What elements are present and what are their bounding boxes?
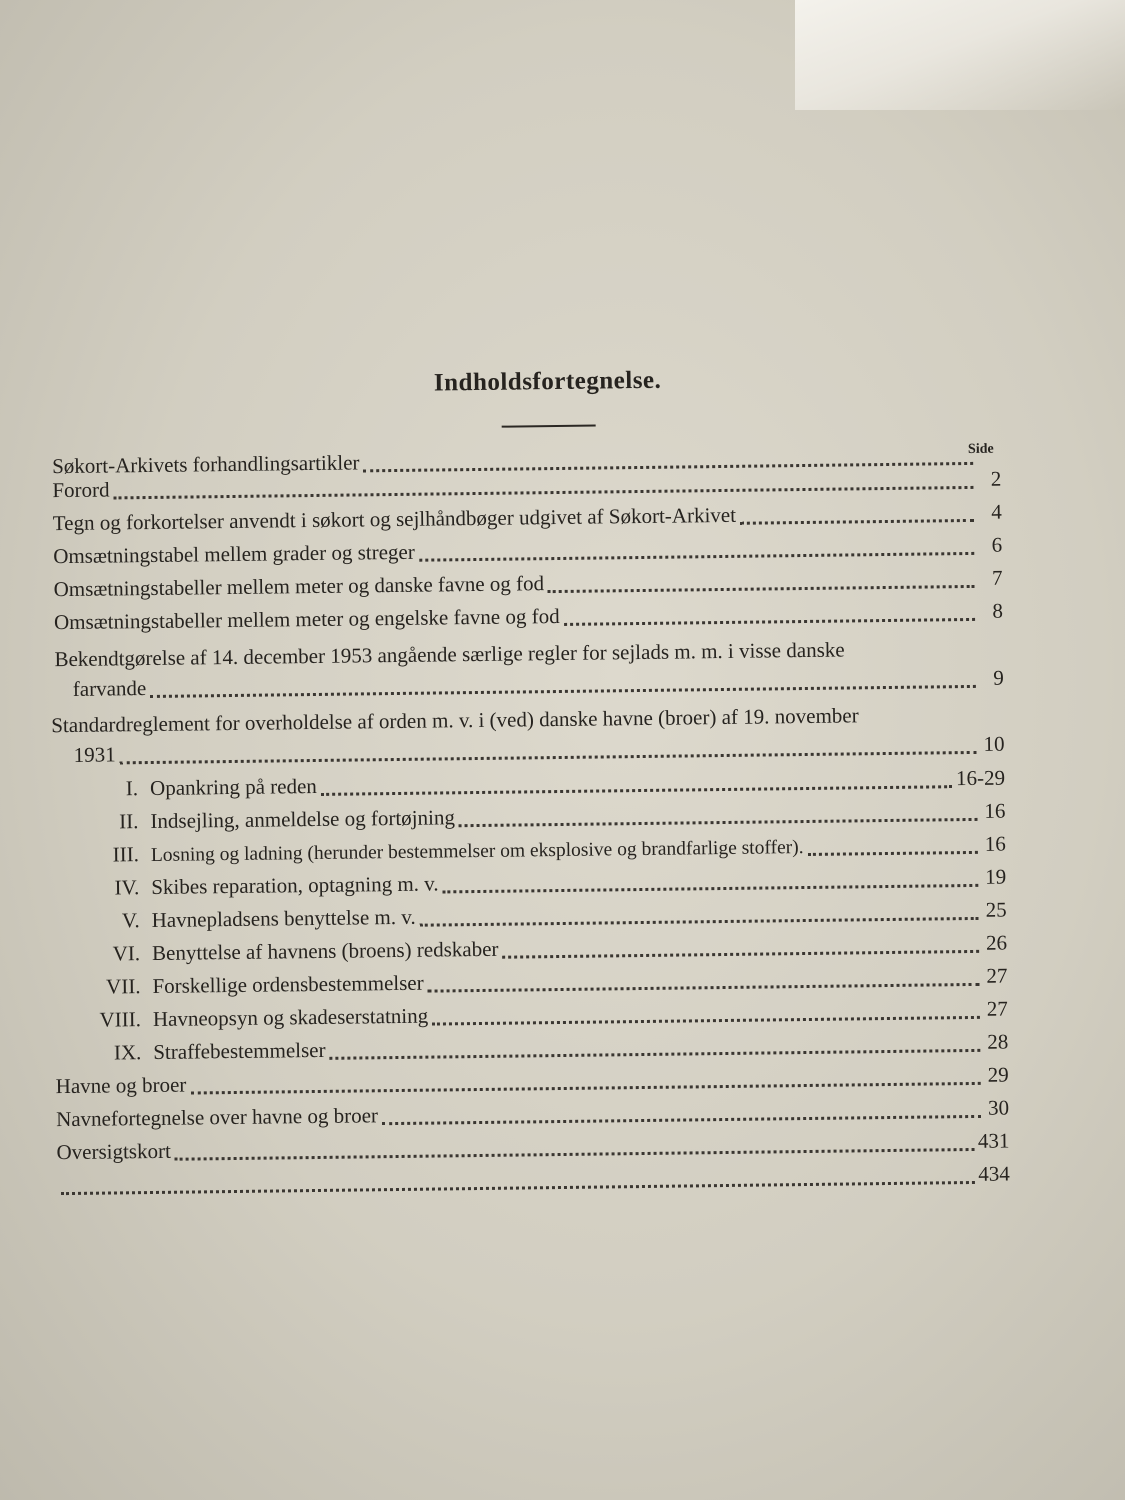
toc-entry-first-line: Bekendtgørelse af 14. december 1953 angående særlige regler for sejlads m. m. i visse danske bbox=[54, 637, 845, 672]
toc-subentry bbox=[81, 831, 1006, 868]
toc-entry-text: Havnepladsens benyttelse m. v. bbox=[151, 904, 416, 932]
toc-entry-text: Benyttelse af havnens (broens) redskaber bbox=[151, 936, 499, 965]
toc-subentry bbox=[80, 765, 1005, 802]
toc-entry bbox=[57, 1161, 1010, 1199]
toc-entry-text: Havneopsyn og skadeserstatning bbox=[152, 1003, 429, 1031]
toc-entry-text: Losning og ladning (herunder bestemmelser om eksplosive og brandfarlige stoffer). bbox=[150, 837, 804, 867]
roman-numeral: I. bbox=[125, 776, 139, 801]
toc-entry-page: 19 bbox=[985, 864, 1007, 889]
toc-entry bbox=[53, 565, 1002, 603]
toc-entry bbox=[56, 1095, 1009, 1133]
toc-entry-text: Søkort-Arkivets forhandlingsartikler bbox=[51, 450, 360, 479]
toc-subentry bbox=[81, 864, 1006, 901]
toc-entry-page: 6 bbox=[991, 532, 1003, 557]
roman-numeral: II. bbox=[119, 809, 139, 834]
toc-entry-page: 10 bbox=[983, 731, 1005, 756]
toc-entry bbox=[56, 1062, 1009, 1100]
roman-numeral: IV. bbox=[114, 875, 140, 900]
dot-leader bbox=[563, 598, 975, 626]
toc-entry bbox=[54, 598, 1003, 636]
toc-entry-text: Opankring på reden bbox=[149, 773, 317, 801]
toc-entry bbox=[56, 1128, 1009, 1166]
toc-entry-page: 16 bbox=[984, 831, 1006, 856]
roman-numeral: VI. bbox=[112, 941, 141, 966]
toc-entry-text: Navnefortegnelse over havne og broer bbox=[55, 1103, 379, 1132]
dot-leader bbox=[150, 665, 976, 698]
toc-entry-page: 29 bbox=[987, 1062, 1009, 1087]
toc-entry-page: 27 bbox=[986, 996, 1008, 1021]
toc-entry-page: 4 bbox=[991, 499, 1002, 524]
roman-numeral: V. bbox=[121, 908, 140, 933]
toc-entry-text: Skibes reparation, optagning m. v. bbox=[151, 871, 439, 900]
toc-entry bbox=[53, 532, 1002, 570]
dot-leader bbox=[442, 864, 978, 894]
dot-leader bbox=[175, 1128, 974, 1161]
dot-leader bbox=[548, 565, 975, 593]
toc-entry-text: 1931 bbox=[73, 742, 116, 767]
page-title: Indholdsfortegnelse. bbox=[433, 366, 662, 397]
dot-leader bbox=[119, 731, 976, 764]
dot-leader bbox=[502, 930, 979, 959]
dot-leader bbox=[321, 765, 952, 796]
toc-entry-page: 30 bbox=[987, 1095, 1010, 1120]
dot-leader bbox=[419, 532, 975, 562]
toc-entry-page: 26 bbox=[985, 930, 1008, 955]
toc-entry-text: Havne og broer bbox=[55, 1072, 187, 1099]
toc-entry-text: Tegn og forkortelser anvendt i søkort og sejlhåndbøger udgivet af Søkort-Arkivet bbox=[52, 502, 737, 536]
toc-entry-text: Omsætningstabeller mellem meter og danske favne og fod bbox=[53, 571, 545, 602]
toc-entry-text: farvande bbox=[72, 676, 147, 701]
toc-entry bbox=[53, 499, 1002, 537]
toc-subentry bbox=[83, 996, 1008, 1033]
toc-subentry bbox=[83, 1029, 1008, 1066]
toc-subentry bbox=[82, 963, 1007, 1000]
dot-leader bbox=[427, 963, 979, 993]
toc-entry-page: 9 bbox=[993, 665, 1004, 690]
dot-leader bbox=[432, 996, 980, 1026]
toc-entry-text: Straffebestemmelser bbox=[153, 1037, 326, 1064]
roman-numeral: VIII. bbox=[99, 1007, 142, 1032]
roman-numeral: IX. bbox=[113, 1040, 142, 1065]
dot-leader bbox=[329, 1029, 980, 1060]
toc-subentry bbox=[82, 930, 1007, 967]
toc-entry-first-line: Standardreglement for overholdelse af orden m. v. i (ved) danske havne (broer) af 19. november bbox=[51, 703, 859, 738]
toc-entry-page: 2 bbox=[990, 466, 1002, 491]
toc-entry-text: Omsætningstabeller mellem meter og engelske favne og fod bbox=[53, 603, 560, 635]
title-rule bbox=[502, 425, 596, 428]
toc-subentry bbox=[80, 798, 1005, 835]
dot-leader bbox=[61, 1161, 975, 1195]
toc-entry-text: Forskellige ordensbestemmelser bbox=[152, 970, 424, 998]
toc-entry-text: Indsejling, anmeldelse og fortøjning bbox=[150, 805, 456, 834]
dot-leader bbox=[740, 499, 974, 525]
dot-leader bbox=[459, 798, 978, 827]
toc-entry-page: 7 bbox=[991, 565, 1003, 590]
toc-subentry bbox=[82, 897, 1007, 934]
dot-leader bbox=[807, 831, 978, 856]
toc-entry-page: 431 bbox=[977, 1128, 1010, 1153]
toc-entry-page: 25 bbox=[985, 897, 1007, 922]
toc-entry-page: 16 bbox=[984, 798, 1006, 823]
toc-entry-page: 8 bbox=[992, 598, 1004, 623]
toc-entry-page: 27 bbox=[986, 963, 1008, 988]
toc-entry-text: Forord bbox=[52, 477, 110, 503]
roman-numeral: III. bbox=[112, 842, 140, 867]
toc-entry-page: 16-29 bbox=[955, 765, 1006, 791]
dot-leader bbox=[420, 897, 979, 927]
toc-entry-text: Omsætningstabel mellem grader og streger bbox=[53, 539, 415, 569]
dot-leader bbox=[382, 1095, 981, 1125]
toc-entry-text: Oversigtskort bbox=[56, 1138, 171, 1165]
toc-entry-page: 28 bbox=[987, 1029, 1009, 1054]
dot-leader bbox=[190, 1062, 981, 1095]
side-column-label: Side bbox=[967, 441, 994, 457]
toc-entry-page: 434 bbox=[978, 1161, 1010, 1186]
roman-numeral: VII. bbox=[105, 974, 141, 999]
